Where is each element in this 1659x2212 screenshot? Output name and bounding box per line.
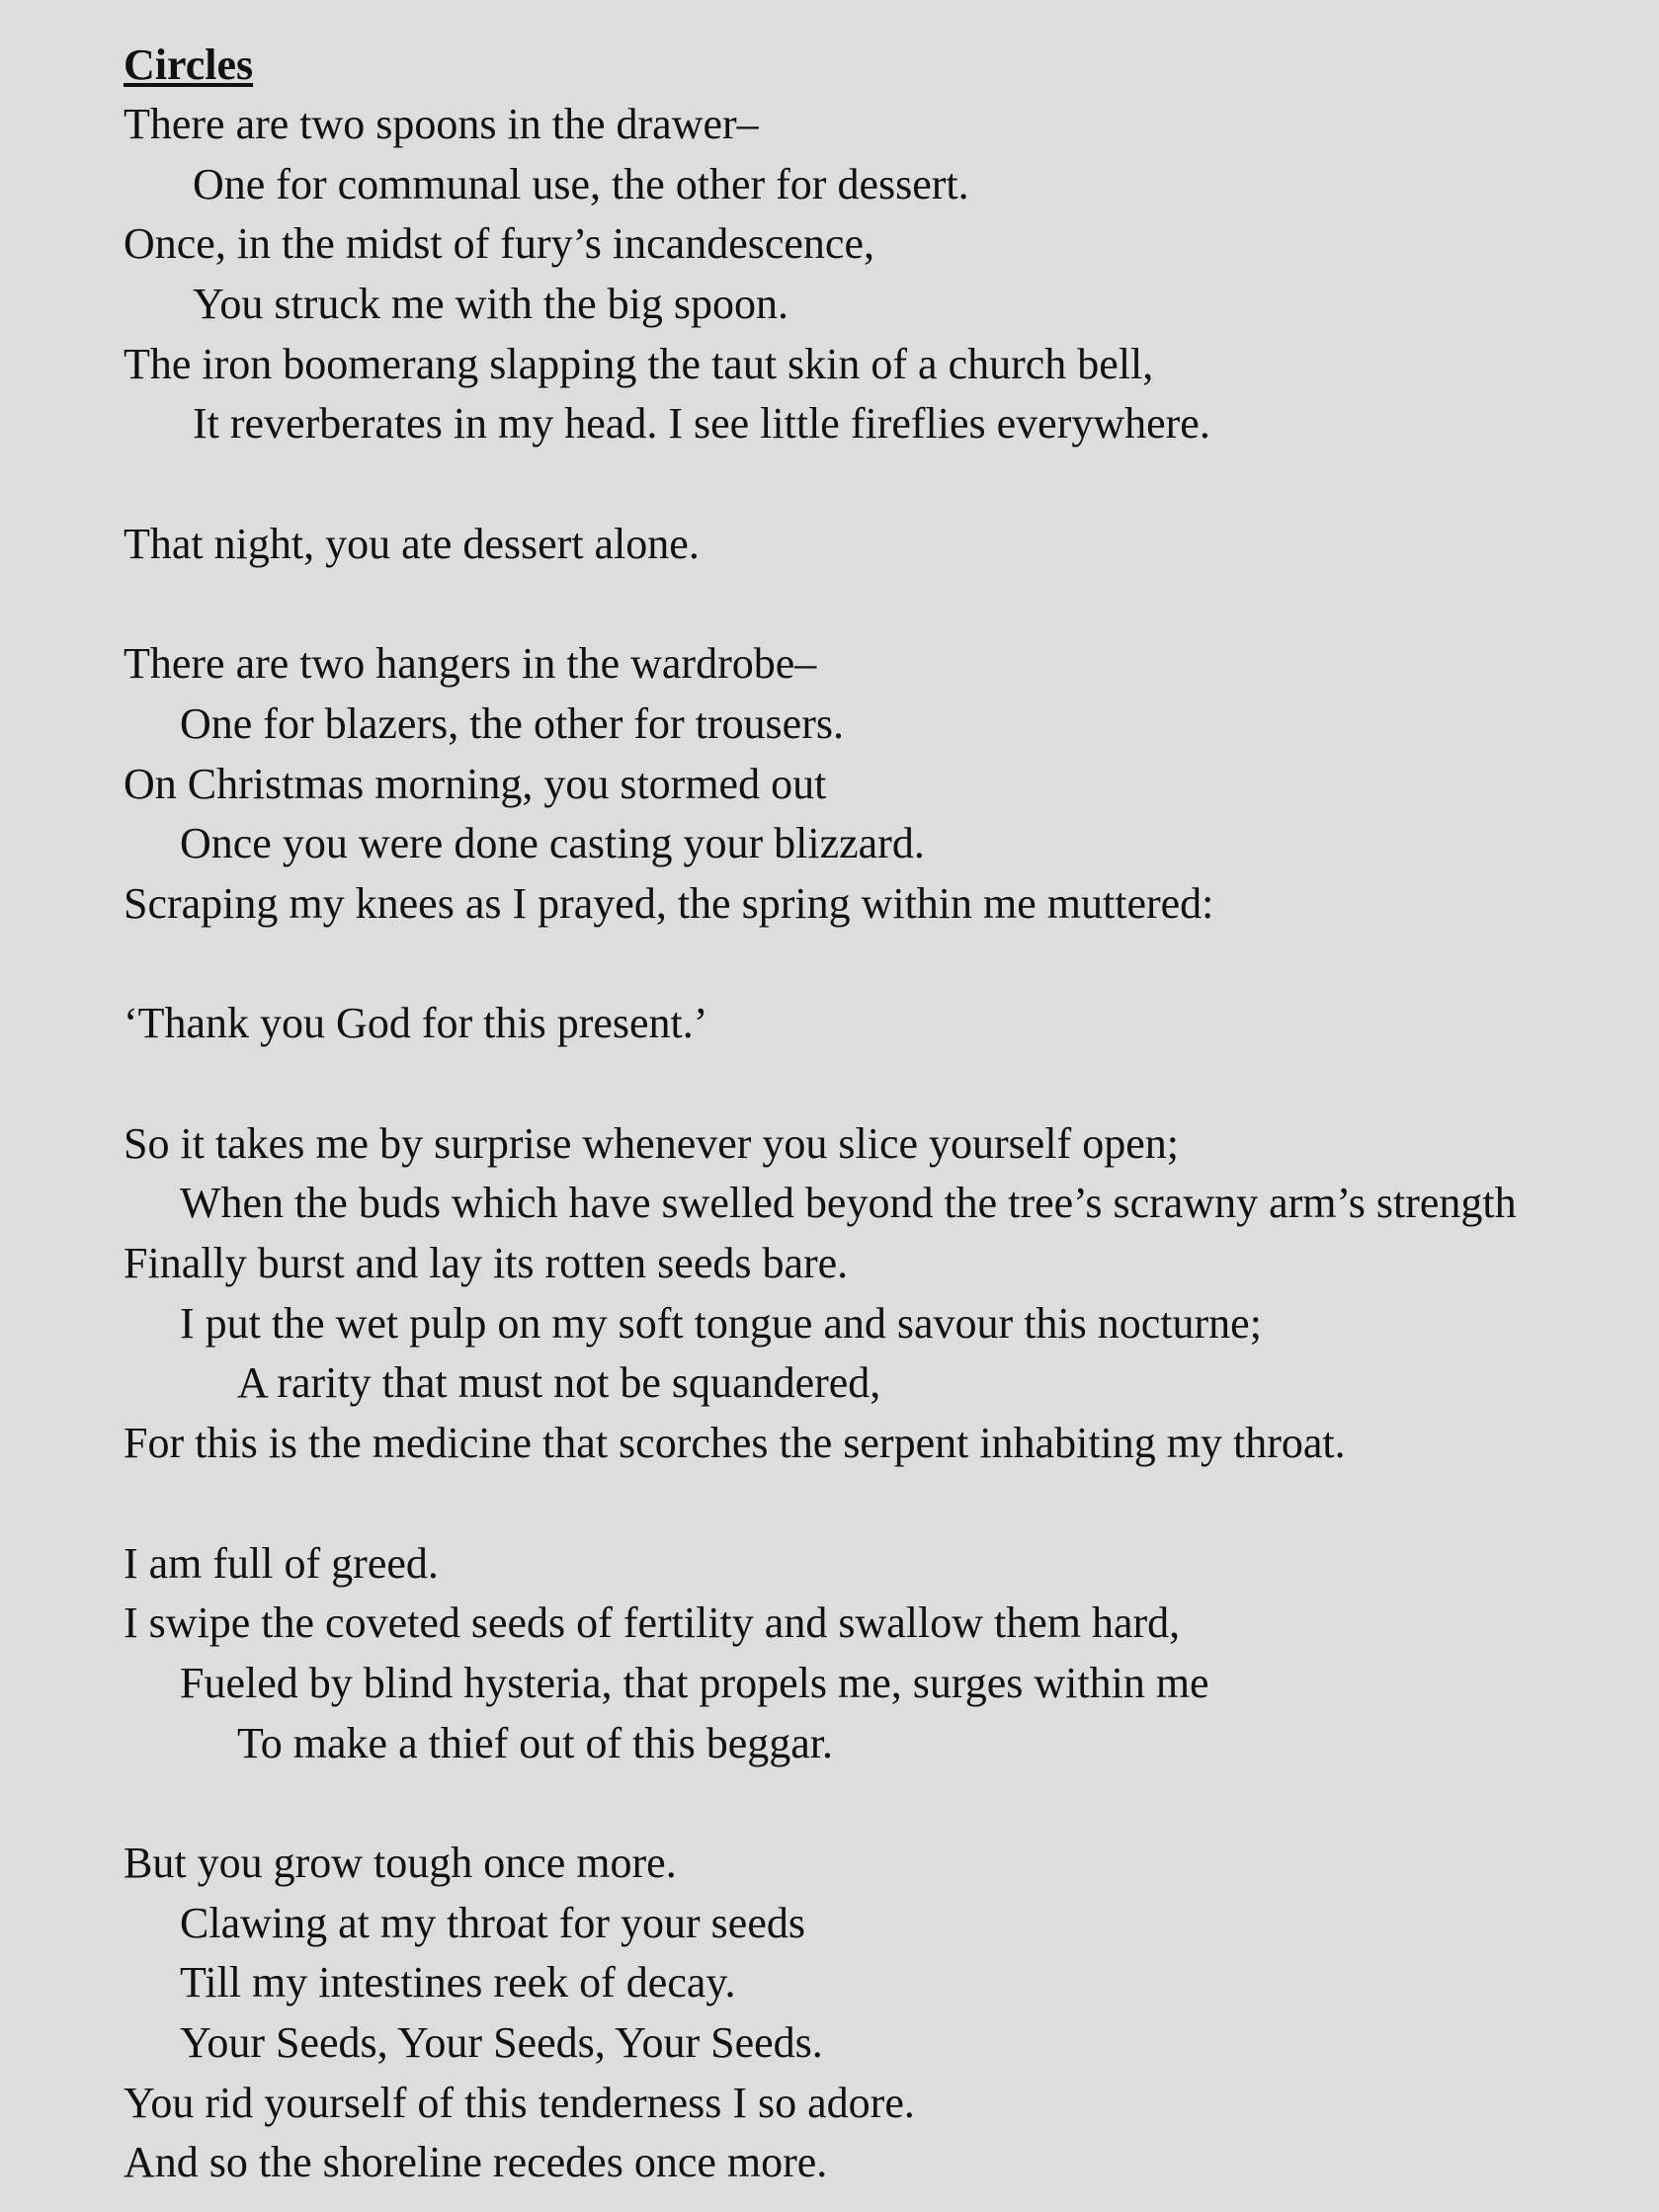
poem-line: Finally burst and lay its rotten seeds bare. <box>124 1239 849 1288</box>
stanza-break <box>124 935 1625 995</box>
stanza-break <box>124 1474 1625 1534</box>
poem-line: You struck me with the big spoon. <box>193 280 788 329</box>
poem-title: Circles <box>124 41 254 89</box>
stanza-break <box>124 454 1625 515</box>
poem-line: One for blazers, the other for trousers. <box>180 698 844 748</box>
poem-line: Fueled by blind hysteria, that propels me, surges within me <box>180 1658 1209 1707</box>
poem-line: But you grow tough once more. <box>124 1838 677 1887</box>
poem-line: There are two hangers in the wardrobe– <box>124 639 817 689</box>
poem <box>124 36 1625 2193</box>
poem-line: Once, in the midst of fury’s incandescence, <box>124 219 874 269</box>
poem-line: For this is the medicine that scorches the serpent inhabiting my throat. <box>124 1419 1346 1468</box>
poem-line: Till my intestines reek of decay. <box>180 1958 736 2007</box>
poem-line: That night, you ate dessert alone. <box>124 519 700 568</box>
poem-line: I am full of greed. <box>124 1538 439 1588</box>
stanza-break <box>124 1054 1625 1114</box>
poem-line: Clawing at my throat for your seeds <box>180 1898 805 1947</box>
poem-line: On Christmas morning, you stormed out <box>124 759 827 808</box>
poem-line: To make a thief out of this beggar. <box>237 1718 833 1767</box>
poem-line: So it takes me by surprise whenever you slice yourself open; <box>124 1118 1179 1168</box>
poem-line: I put the wet pulp on my soft tongue and savour this nocturne; <box>180 1298 1262 1348</box>
stanza-break <box>124 1773 1625 1834</box>
poem-line: Scraping my knees as I prayed, the spring within me muttered: <box>124 878 1214 928</box>
poem-line: You rid yourself of this tenderness I so adore. <box>124 2078 915 2127</box>
poem-line: One for communal use, the other for dessert. <box>193 159 969 208</box>
stanza-break <box>124 575 1625 635</box>
poem-line: It reverberates in my head. I see little fireflies everywhere. <box>193 399 1210 449</box>
poem-line: I swipe the coveted seeds of fertility and swallow them hard, <box>124 1598 1181 1648</box>
poem-line: Your Seeds, Your Seeds, Your Seeds. <box>180 2018 823 2067</box>
poem-line: There are two spoons in the drawer– <box>124 100 759 148</box>
poem-line: When the buds which have swelled beyond the tree’s scrawny arm’s strength <box>180 1179 1517 1228</box>
poem-line: ‘Thank you God for this present.’ <box>124 999 708 1048</box>
poem-line: And so the shoreline recedes once more. <box>124 2138 828 2187</box>
poem-line: The iron boomerang slapping the taut skin of a church bell, <box>124 339 1154 388</box>
poem-line: Once you were done casting your blizzard. <box>180 819 925 868</box>
poem-line: A rarity that must not be squandered, <box>237 1358 881 1408</box>
